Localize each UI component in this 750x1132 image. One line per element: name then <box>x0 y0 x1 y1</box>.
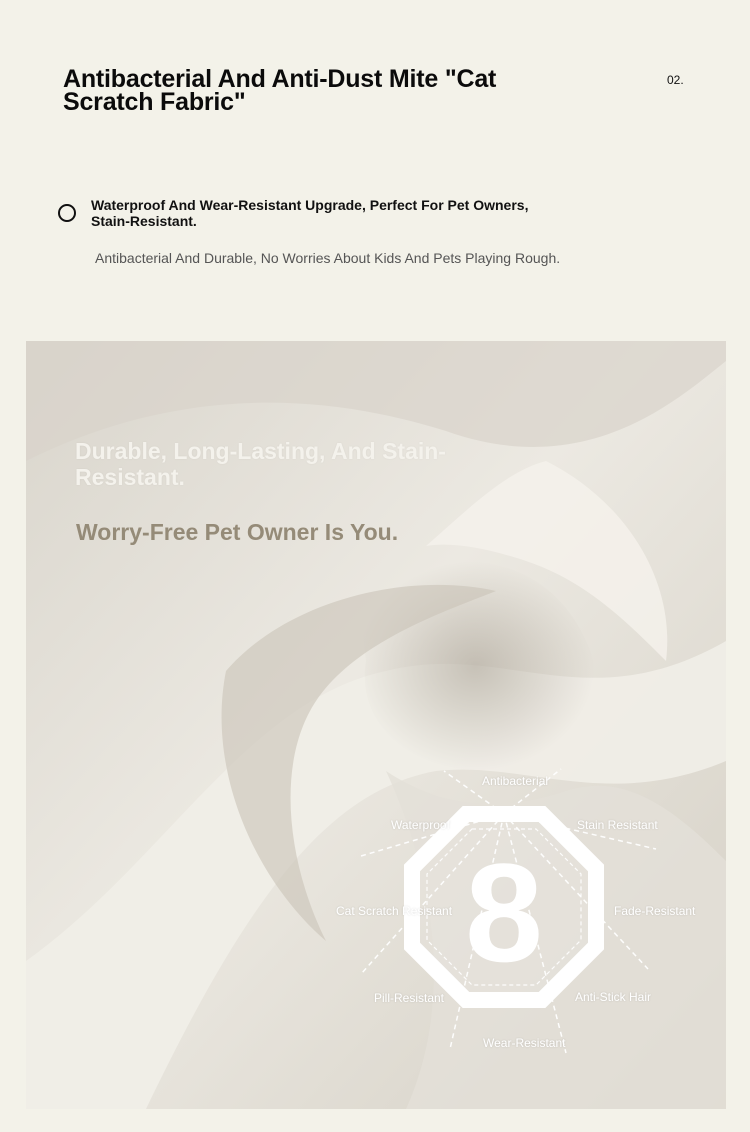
label-waterproof: Waterproof <box>391 818 450 832</box>
photo-headline: Durable, Long-Lasting, And Stain-Resistant. <box>75 438 446 490</box>
badge-number: 8 <box>465 834 543 991</box>
bullet-circle-icon <box>58 204 76 222</box>
photo-tagline: Worry-Free Pet Owner Is You. <box>76 519 399 545</box>
feature-subtext: Antibacterial And Durable, No Worries About Kids And Pets Playing Rough. <box>95 250 561 266</box>
label-cat-scratch-resistant: Cat Scratch Resistant <box>336 904 453 918</box>
label-pill-resistant: Pill-Resistant <box>374 991 445 1005</box>
page-title: Antibacterial And Anti-Dust Mite "Cat Scratch Fabric" <box>63 65 497 116</box>
label-antibacterial: Antibacterial <box>482 774 549 788</box>
page-number: 02. <box>667 73 684 87</box>
feature-text: Waterproof And Wear-Resistant Upgrade, Perfect For Pet Owners, Stain-Resistant. <box>91 197 529 229</box>
label-anti-stick-hair: Anti-Stick Hair <box>575 990 652 1004</box>
fabric-photo <box>26 341 726 1109</box>
label-fade-resistant: Fade-Resistant <box>614 904 696 918</box>
label-stain-resistant: Stain Resistant <box>577 818 658 832</box>
label-wear-resistant: Wear-Resistant <box>483 1036 566 1050</box>
